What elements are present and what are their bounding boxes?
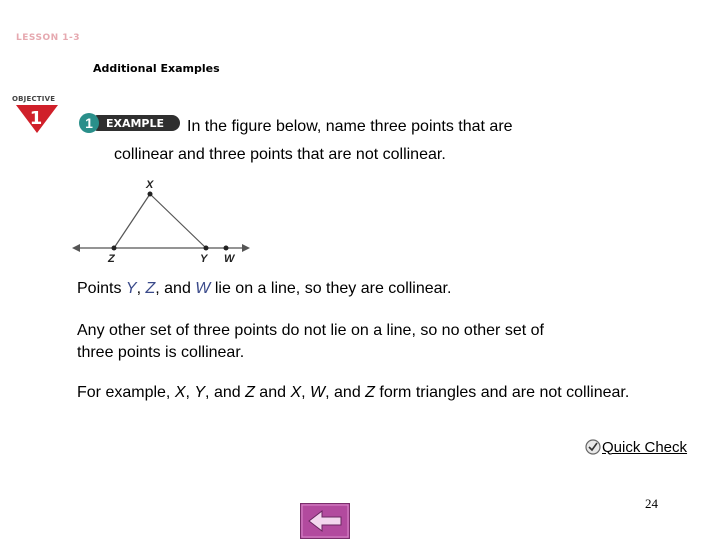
figure-line [72,244,250,252]
label-z: Z [108,253,115,265]
problem-line-2: collinear and three points that are not collinear. [114,146,446,163]
answer-line: three points is collinear. [77,344,245,361]
answer-text: , and [205,384,246,401]
point-w [224,246,229,251]
lesson-label: LESSON 1-3 [16,33,81,43]
var-w: W [310,384,326,401]
quick-check-label[interactable]: Quick Check [602,438,688,456]
answer-text: , [301,384,311,401]
answer-other-sets [77,320,637,364]
answer-text: and [254,384,291,401]
quick-check-link[interactable] [584,437,687,457]
answer-text: lie on a line, so they are collinear. [210,280,452,297]
answer-text: , [136,280,146,297]
label-y: Y [200,253,208,265]
answer-example [77,382,629,404]
var-y: Y [194,384,206,401]
example-number: 1 [85,115,93,131]
var-w: W [195,280,211,297]
var-z: Z [245,384,255,401]
example-label: EXAMPLE [105,117,165,130]
var-x: X [174,384,186,401]
label-x: X [146,179,154,191]
label-w: W [224,253,235,265]
problem-line-1: In the figure below, name three points that are [187,118,513,135]
example-badge [78,112,182,134]
back-button[interactable] [300,503,350,539]
answer-text: form triangles and are not collinear. [374,384,630,401]
answer-text: , and [155,280,196,297]
var-z: Z [365,384,375,401]
answer-line: Any other set of three points do not lie on a line, so no other set of [77,322,544,339]
objective-label: OBJECTIVE [12,95,56,103]
segment-xz [114,194,150,248]
check-circle-arrow-icon [584,438,602,456]
page-number: 24 [645,496,658,511]
var-x: X [290,384,302,401]
objective-shield-icon [12,95,64,137]
section-title: Additional Examples [93,62,220,75]
geometry-figure [66,174,256,266]
answer-text: For example, [77,384,175,401]
answer-text: Points [77,280,126,297]
segment-xy [150,194,206,248]
objective-badge [12,95,64,137]
var-y: Y [125,280,137,297]
point-y [204,246,209,251]
objective-number: 1 [29,108,43,129]
answer-text: , [185,384,195,401]
point-z [112,246,117,251]
var-z: Z [145,280,156,297]
answer-collinear [77,278,451,300]
point-x [148,192,153,197]
answer-text: , and [325,384,366,401]
